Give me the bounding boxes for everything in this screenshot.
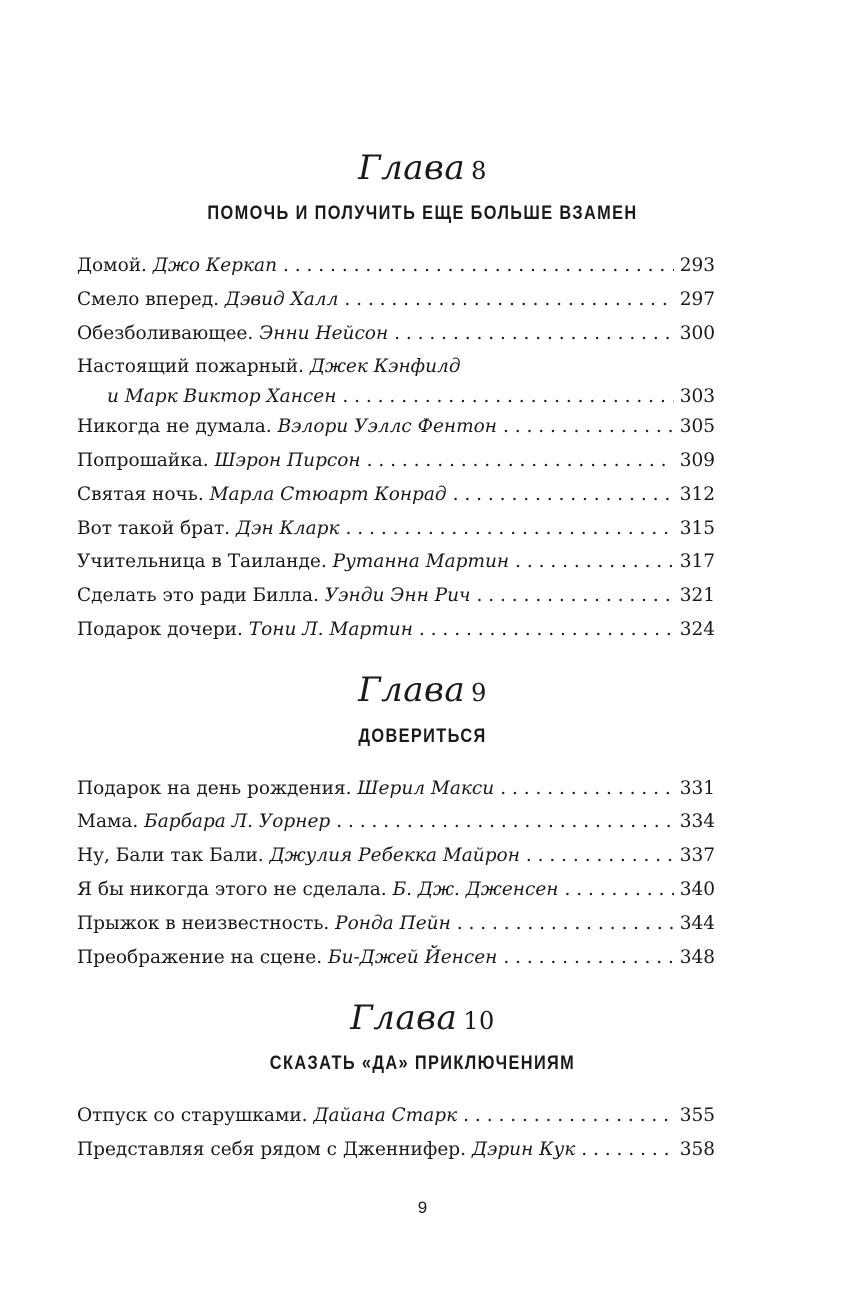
entry-title: Святая ночь. [77, 484, 204, 505]
toc-entry[interactable] [77, 286, 715, 314]
entry-author: Вэлори Уэллс Фентон [277, 416, 497, 437]
entry-author: Барбара Л. Уорнер [144, 811, 331, 832]
entry-author-continued: и Марк Виктор Хансен [107, 386, 337, 407]
toc-entry[interactable] [77, 910, 715, 938]
entry-title: Настоящий пожарный. [77, 356, 304, 377]
dot-leader [342, 383, 673, 411]
toc-entry[interactable] [77, 775, 715, 803]
chapter-word: Глава [358, 148, 466, 188]
dot-leader [463, 1102, 674, 1130]
entry-title: Ну, Бали так Бали. [77, 845, 264, 866]
toc-entry[interactable] [77, 353, 715, 411]
chapter-10-title: СКАЗАТЬ «ДА» ПРИКЛЮЧЕНИЯМ [269, 1053, 576, 1074]
entry-author: Би-Джей Йенсен [328, 947, 498, 968]
entry-page: 309 [679, 450, 715, 471]
entry-author: Дайана Старк [313, 1105, 458, 1126]
dot-leader [564, 876, 673, 904]
entry-page: 334 [679, 811, 715, 832]
entry-page: 303 [679, 386, 715, 407]
entry-author: Джулия Ребекка Майрон [269, 845, 520, 866]
entry-page: 331 [679, 778, 715, 799]
dot-leader [515, 548, 674, 576]
entry-title: Я бы никогда этого не сделала. [77, 879, 387, 900]
dot-leader [477, 582, 674, 610]
entry-author: Шерил Макси [357, 778, 495, 799]
chapter-number: 9 [471, 679, 487, 707]
dot-leader [457, 910, 674, 938]
dot-leader [346, 515, 674, 543]
entry-title: Подарок дочери. [77, 619, 243, 640]
dot-leader [581, 1136, 673, 1164]
entry-page: 348 [679, 947, 715, 968]
chapter-word: Глава [350, 998, 458, 1038]
toc-entry[interactable] [77, 1102, 715, 1130]
chapter-word: Глава [358, 670, 466, 710]
toc-entry[interactable] [77, 515, 715, 543]
chapter-9-title: ДОВЕРИТЬСЯ [358, 726, 487, 747]
toc-entry[interactable] [77, 548, 715, 576]
toc-entry[interactable] [77, 481, 715, 509]
chapter-number: 8 [471, 157, 487, 185]
chapter-10-heading [0, 998, 845, 1038]
entry-title: Прыжок в неизвестность. [77, 913, 330, 934]
chapter-9-heading [0, 670, 845, 710]
entry-title: Смело вперед. [77, 289, 220, 310]
entry-author: Дэн Кларк [236, 518, 340, 539]
entry-author: Ронда Пейн [335, 913, 451, 934]
entry-page: 317 [679, 551, 715, 572]
entry-page: 358 [679, 1139, 715, 1160]
dot-leader [526, 842, 674, 870]
entry-author: Уэнди Энн Рич [324, 585, 471, 606]
entry-title: Обезболивающее. [77, 323, 254, 344]
entry-title: Мама. [77, 811, 139, 832]
entry-title: Отпуск со старушками. [77, 1105, 308, 1126]
toc-entry[interactable] [77, 413, 715, 441]
toc-entry[interactable] [77, 944, 715, 972]
dot-leader [336, 808, 673, 836]
dot-leader [283, 252, 674, 280]
entry-page: 312 [679, 484, 715, 505]
entry-author: Шэрон Пирсон [214, 450, 361, 471]
toc-entry[interactable] [77, 616, 715, 644]
entry-page: 340 [679, 879, 715, 900]
chapter-8-heading [0, 148, 845, 188]
dot-leader [367, 447, 674, 475]
entry-title: Домой. [77, 255, 147, 276]
dot-leader [419, 616, 674, 644]
entry-page: 293 [679, 255, 715, 276]
entry-author: Джек Кэнфилд [309, 356, 461, 377]
toc-entry[interactable] [77, 447, 715, 475]
entry-page: 324 [679, 619, 715, 640]
entry-line-1 [77, 353, 715, 381]
dot-leader [500, 775, 673, 803]
entry-author: Дэрин Кук [471, 1139, 576, 1160]
entry-page: 315 [679, 518, 715, 539]
entry-title: Учительница в Таиланде. [77, 551, 327, 572]
dot-leader [394, 320, 674, 348]
chapter-number: 10 [463, 1007, 495, 1035]
entry-author: Тони Л. Мартин [248, 619, 413, 640]
entry-title: Попрошайка. [77, 450, 209, 471]
entry-page: 297 [679, 289, 715, 310]
entry-line-2 [77, 383, 715, 411]
dot-leader [503, 944, 673, 972]
dot-leader [453, 481, 674, 509]
entry-author: Джо Керкап [152, 255, 278, 276]
entry-page: 344 [679, 913, 715, 934]
entry-page: 321 [679, 585, 715, 606]
toc-entry[interactable] [77, 808, 715, 836]
entry-title: Подарок на день рождения. [77, 778, 352, 799]
entry-page: 305 [679, 416, 715, 437]
entry-page: 355 [679, 1105, 715, 1126]
toc-entry[interactable] [77, 252, 715, 280]
chapter-8-title: ПОМОЧЬ И ПОЛУЧИТЬ ЕЩЕ БОЛЬШЕ ВЗАМЕН [207, 203, 638, 224]
entry-page: 337 [679, 845, 715, 866]
entry-author: Энни Нейсон [259, 323, 389, 344]
toc-entry[interactable] [77, 320, 715, 348]
entry-title: Представляя себя рядом с Дженнифер. [77, 1139, 467, 1160]
entry-title: Вот такой брат. [77, 518, 231, 539]
entry-title: Преображение на сцене. [77, 947, 323, 968]
entry-page: 300 [679, 323, 715, 344]
page-number: 9 [417, 1198, 428, 1217]
entry-author: Марла Стюарт Конрад [209, 484, 447, 505]
toc-entry[interactable] [77, 842, 715, 870]
dot-leader [344, 286, 673, 314]
toc-entry[interactable] [77, 582, 715, 610]
entry-author: Дэвид Халл [224, 289, 339, 310]
entry-author: Б. Дж. Дженсен [392, 879, 559, 900]
dot-leader [503, 413, 674, 441]
entry-author: Рутанна Мартин [332, 551, 510, 572]
toc-entry[interactable] [77, 876, 715, 904]
entry-title: Никогда не думала. [77, 416, 272, 437]
toc-entry[interactable] [77, 1136, 715, 1164]
entry-title: Сделать это ради Билла. [77, 585, 319, 606]
